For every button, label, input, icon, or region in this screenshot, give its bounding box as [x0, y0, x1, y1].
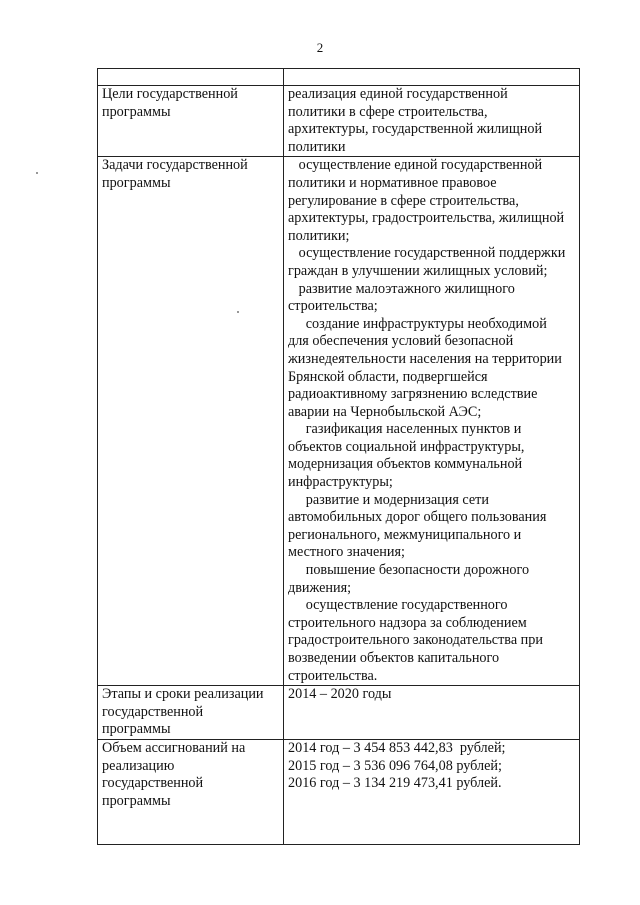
label-line: Цели государственной: [102, 86, 238, 102]
value-line: газификация населенных пунктов и: [288, 421, 522, 438]
table-cell-empty: [98, 69, 284, 86]
page-number: 2: [316, 40, 324, 55]
label-line: программы: [102, 103, 171, 120]
value-line: градостроительного законодательства при: [288, 632, 543, 649]
value-line: политики: [288, 138, 346, 155]
value-line: для обеспечения условий безопасной: [288, 333, 514, 350]
value-line: осуществление государственной поддержки: [288, 245, 566, 262]
table-cell-empty: [284, 69, 580, 86]
value-line: политики в сфере строительства,: [288, 103, 488, 120]
value-line: граждан в улучшении жилищных условий;: [288, 262, 548, 279]
value-line: аварии на Чернобыльской АЭС;: [288, 403, 482, 420]
value-line: повышение безопасности дорожного: [288, 562, 530, 579]
value-line: возведении объектов капитального: [288, 650, 500, 666]
value-line: движения;: [288, 579, 352, 596]
row-label: [98, 739, 284, 844]
value-line: осуществление государственного: [288, 597, 508, 614]
value-line: развитие малоэтажного жилищного: [288, 280, 515, 297]
value-line: автомобильных дорог общего пользования: [288, 509, 547, 526]
row-value: [284, 86, 580, 157]
value-line: реализация единой государственной: [288, 86, 508, 102]
value-line: политики;: [288, 227, 350, 244]
value-line: политики и нормативное правовое: [288, 174, 497, 191]
value-line: Брянской области, подвергшейся: [288, 368, 488, 385]
program-passport-table: [97, 68, 580, 845]
label-line: реализацию: [102, 757, 175, 774]
row-value: [284, 157, 580, 686]
value-line: регулирование в сфере строительства,: [288, 192, 519, 209]
margin-mark: [36, 172, 38, 174]
value-line: развитие и модернизация сети: [288, 491, 489, 508]
label-line: Этапы и сроки реализации: [102, 686, 264, 703]
label-line: Задачи государственной: [102, 157, 248, 174]
value-line: архитектуры, государственной жилищной: [288, 121, 543, 138]
row-label: [98, 157, 284, 686]
value-line: 2015 год – 3 536 096 764,08 рублей;: [288, 757, 502, 774]
row-label: [98, 86, 284, 157]
value-line: осуществление единой государственной: [288, 157, 543, 174]
row-label: [98, 686, 284, 740]
value-line: строительного надзора за соблюдением: [288, 614, 527, 631]
row-value: [284, 686, 580, 740]
row-funding: [98, 739, 580, 844]
value-line: 2014 – 2020 годы: [288, 686, 392, 703]
value-line: 2014 год – 3 454 853 442,83 рублей;: [288, 739, 506, 756]
value-line: радиоактивному загрязнению вследствие: [288, 386, 538, 403]
value-line: инфраструктуры;: [288, 474, 393, 491]
value-line: создание инфраструктуры необходимой: [288, 315, 547, 332]
label-line: государственной: [102, 703, 204, 720]
value-line: строительства;: [288, 298, 378, 315]
row-goals: [98, 86, 580, 157]
row-stages: [98, 686, 580, 740]
value-line: строительства.: [288, 667, 378, 684]
value-line: 2016 год – 3 134 219 473,41 рублей.: [288, 775, 502, 792]
value-line: местного значения;: [288, 544, 405, 561]
label-line: Объем ассигнований на: [102, 739, 246, 756]
table-header-row: [98, 69, 580, 86]
label-line: программы: [102, 174, 171, 191]
value-line: регионального, межмуниципального и: [288, 526, 522, 543]
label-line: программы: [102, 721, 171, 738]
value-line: архитектуры, градостроительства, жилищной: [288, 210, 565, 227]
label-line: программы: [102, 792, 171, 809]
value-line: жизнедеятельности населения на территории: [288, 350, 562, 367]
label-line: государственной: [102, 775, 204, 792]
value-line: объектов социальной инфраструктуры,: [288, 438, 525, 455]
row-tasks: [98, 157, 580, 686]
value-line: модернизация объектов коммунальной: [288, 456, 523, 473]
row-value: [284, 739, 580, 844]
